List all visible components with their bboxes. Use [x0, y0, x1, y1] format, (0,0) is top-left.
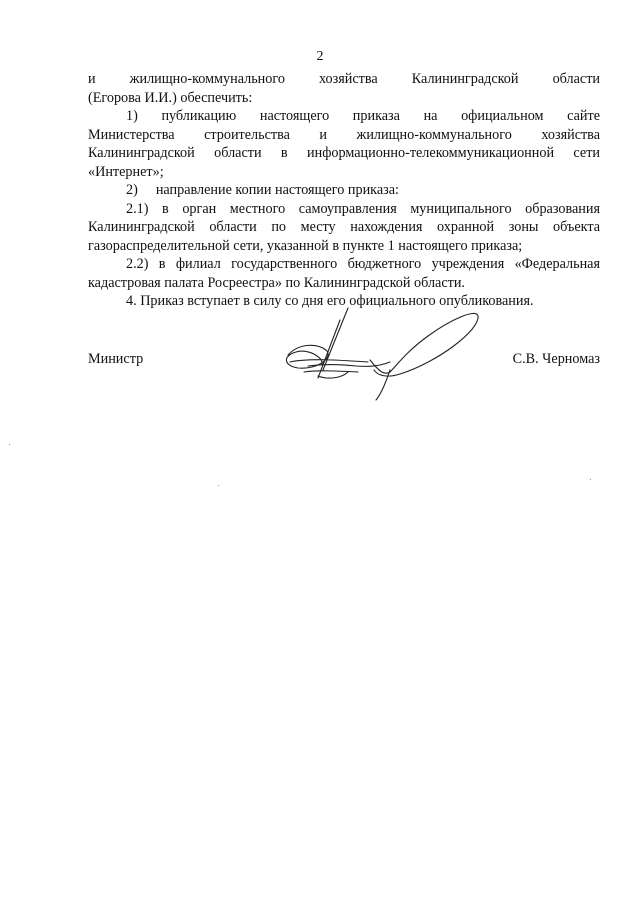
body-line: кадастровая палата Росреестра» по Калининградской области.: [88, 274, 465, 291]
body-line: (Егорова И.И.) обеспечить:: [88, 89, 253, 106]
body-line: 4. Приказ вступает в силу со дня его официального опубликования.: [126, 293, 534, 309]
scan-speck: [218, 485, 219, 486]
signatory-name: С.В. Черномаз: [512, 351, 600, 367]
body-line: Калининградской области по месту нахождения охранной зоны объекта: [88, 219, 600, 235]
body-line: «Интернет»;: [88, 163, 164, 180]
page-number: 2: [316, 49, 324, 64]
list-number: 2): [126, 182, 138, 198]
body-line: газораспределительной сети, указанной в пункте 1 настоящего приказа;: [88, 237, 523, 254]
body-line: 1) публикацию настоящего приказа на официальном сайте: [126, 108, 600, 124]
document-body: [88, 70, 600, 311]
body-line: и жилищно-коммунального хозяйства Калининградской области: [88, 71, 600, 87]
signature-block: [88, 350, 600, 370]
scan-speck: [590, 479, 591, 480]
list-text: направление копии настоящего приказа:: [155, 182, 399, 198]
body-line: Калининградской области в информационно-телекоммуникационной сети: [88, 145, 600, 161]
signatory-title: Министр: [88, 351, 144, 367]
scan-speck: [9, 444, 10, 445]
body-line-list-item: [88, 181, 600, 200]
body-line: 2.2) в филиал государственного бюджетного учреждения «Федеральная: [126, 256, 600, 272]
body-line: 2.1) в орган местного самоуправления муниципального образования: [126, 200, 600, 217]
body-line: Министерства строительства и жилищно-коммунального хозяйства: [88, 126, 600, 143]
